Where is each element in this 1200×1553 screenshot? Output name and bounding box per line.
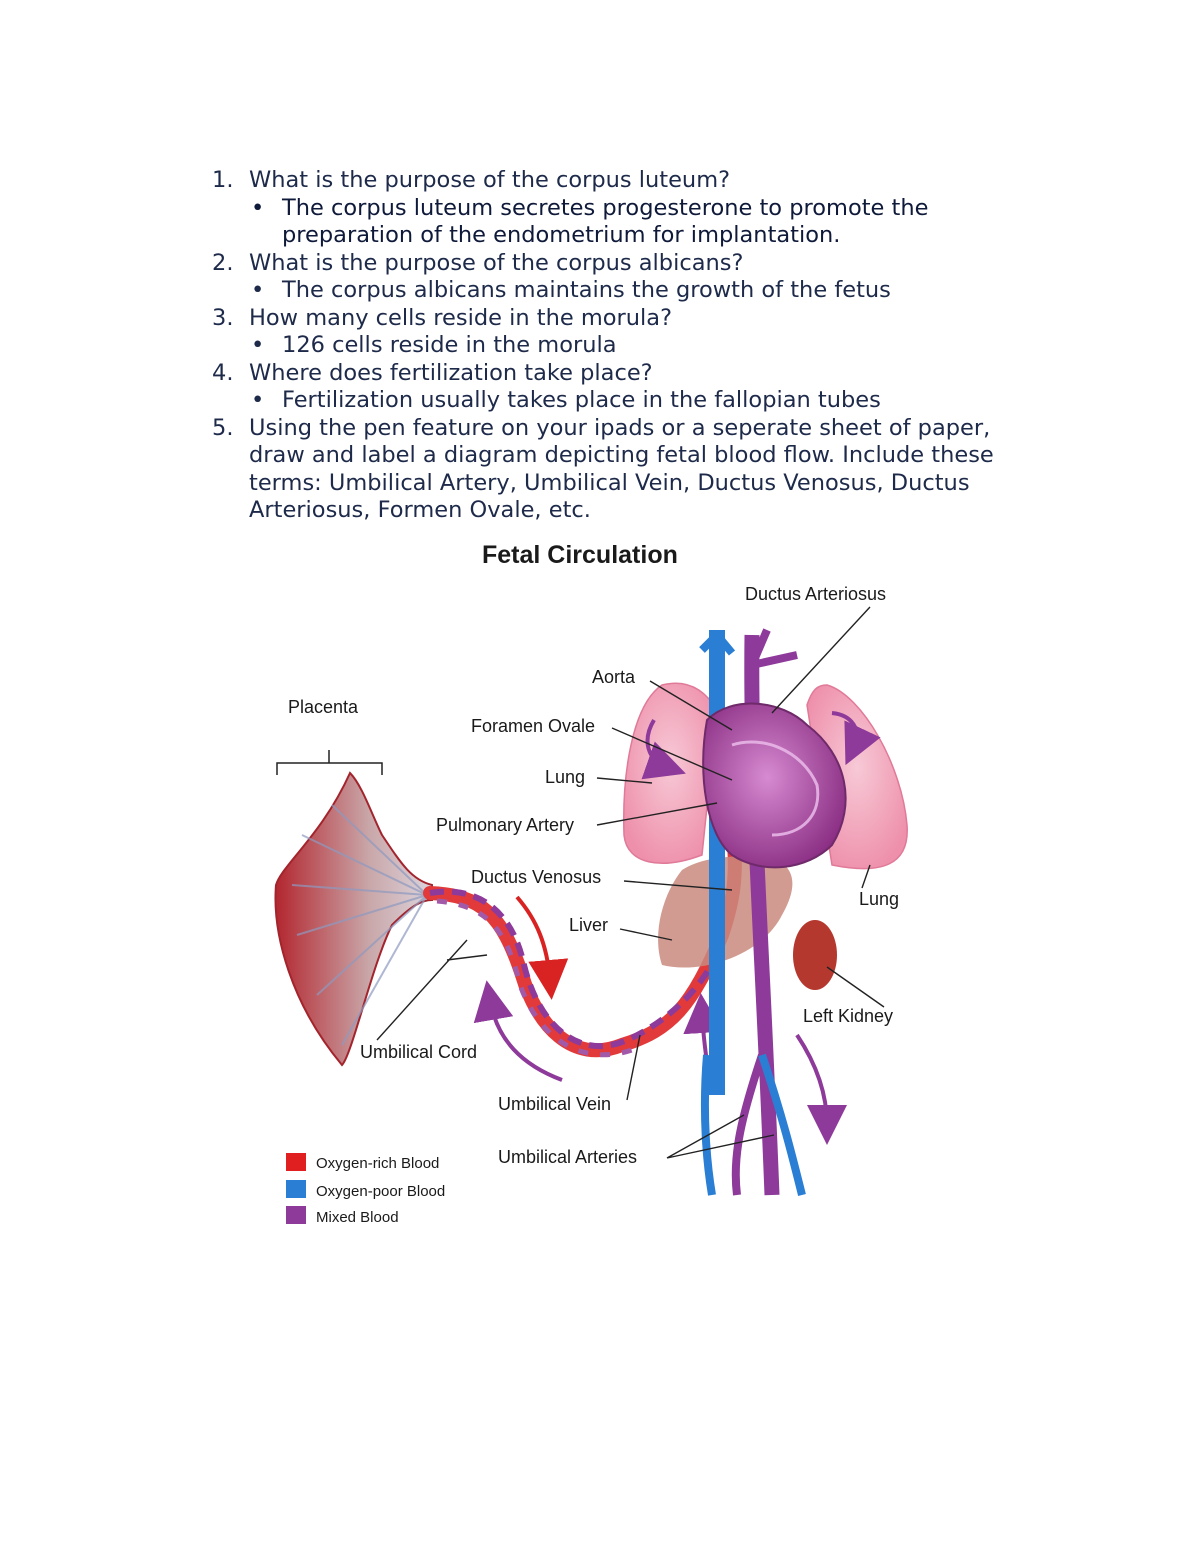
answer-line xyxy=(212,195,1062,223)
answer-text: preparation of the endometrium for implantation. xyxy=(282,222,841,248)
label-foramen-ovale: Foramen Ovale xyxy=(471,716,596,736)
question-text: Arteriosus, Formen Ovale, etc. xyxy=(249,497,591,523)
figure-legend xyxy=(286,1153,445,1226)
legend-swatch-mixed xyxy=(286,1206,306,1224)
label-umbilical-arteries: Umbilical Arteries xyxy=(498,1147,638,1167)
question-number: 4. xyxy=(212,359,234,386)
answer-text: The corpus albicans maintains the growth of the fetus xyxy=(282,277,891,303)
bullet-icon: • xyxy=(251,277,265,303)
label-lung-left: Lung xyxy=(545,767,586,787)
question-text-continued xyxy=(212,442,1062,470)
question-text-continued xyxy=(212,470,1062,498)
figure-title: Fetal Circulation xyxy=(482,541,678,569)
label-umbilical-vein: Umbilical Vein xyxy=(498,1094,612,1114)
mixed-blood-flow-arrow xyxy=(490,1000,562,1080)
question-item-5 xyxy=(212,415,1062,443)
answer-text: Fertilization usually takes place in the fallopian tubes xyxy=(282,387,881,413)
fetal-circulation-diagram xyxy=(262,535,942,1240)
question-text: terms: Umbilical Artery, Umbilical Vein, Ductus Venosus, Ductus xyxy=(249,469,970,496)
question-number: 5. xyxy=(212,414,234,441)
question-number: 2. xyxy=(212,249,234,276)
question-number: 3. xyxy=(212,304,234,331)
question-text: Using the pen feature on your ipads or a seperate sheet of paper, xyxy=(249,414,991,441)
question-item-2 xyxy=(212,250,1062,278)
question-item-1 xyxy=(212,167,1062,195)
legend-swatch-oxygen-rich xyxy=(286,1153,306,1171)
label-umbilical-cord: Umbilical Cord xyxy=(360,1042,478,1062)
bullet-icon: • xyxy=(251,387,265,413)
placenta-illustration xyxy=(276,750,432,1065)
question-text: Where does fertilization take place? xyxy=(249,359,653,386)
liver-illustration xyxy=(658,856,792,967)
question-text: draw and label a diagram depicting fetal blood flow. Include these xyxy=(249,442,994,468)
question-item-3 xyxy=(212,305,1062,333)
question-number: 1. xyxy=(212,167,234,193)
label-lung-right: Lung xyxy=(859,889,900,909)
label-placenta: Placenta xyxy=(288,697,359,717)
question-text: How many cells reside in the morula? xyxy=(249,304,673,331)
answer-text: The corpus luteum secretes progesterone to promote the xyxy=(282,194,929,221)
question-list xyxy=(212,167,1062,525)
bullet-icon: • xyxy=(251,194,265,221)
answer-line xyxy=(212,387,1062,415)
label-ductus-arteriosus: Ductus Arteriosus xyxy=(745,584,887,604)
label-pulmonary-artery: Pulmonary Artery xyxy=(436,815,575,835)
legend-label-mixed: Mixed Blood xyxy=(316,1209,399,1226)
legend-label-oxygen-rich: Oxygen-rich Blood xyxy=(316,1155,440,1172)
question-text: What is the purpose of the corpus albicans? xyxy=(249,249,744,276)
label-ductus-venosus: Ductus Venosus xyxy=(471,867,602,887)
answer-text: 126 cells reside in the morula xyxy=(282,332,617,358)
legend-label-oxygen-poor: Oxygen-poor Blood xyxy=(316,1183,446,1200)
leader-lines xyxy=(377,607,884,1158)
label-left-kidney: Left Kidney xyxy=(803,1006,894,1026)
answer-line xyxy=(212,277,1062,305)
question-item-4 xyxy=(212,360,1062,388)
answer-line-continued xyxy=(212,222,1062,250)
label-liver: Liver xyxy=(569,915,609,935)
question-text-continued xyxy=(212,497,1062,525)
answer-line xyxy=(212,332,1062,360)
label-aorta: Aorta xyxy=(592,667,636,687)
left-kidney-illustration xyxy=(793,920,837,990)
legend-swatch-oxygen-poor xyxy=(286,1180,306,1198)
question-text: What is the purpose of the corpus luteum? xyxy=(249,167,731,193)
bullet-icon: • xyxy=(251,332,265,358)
fetal-circulation-figure xyxy=(262,535,942,1240)
mixed-blood-flow-arrow xyxy=(797,1035,827,1125)
